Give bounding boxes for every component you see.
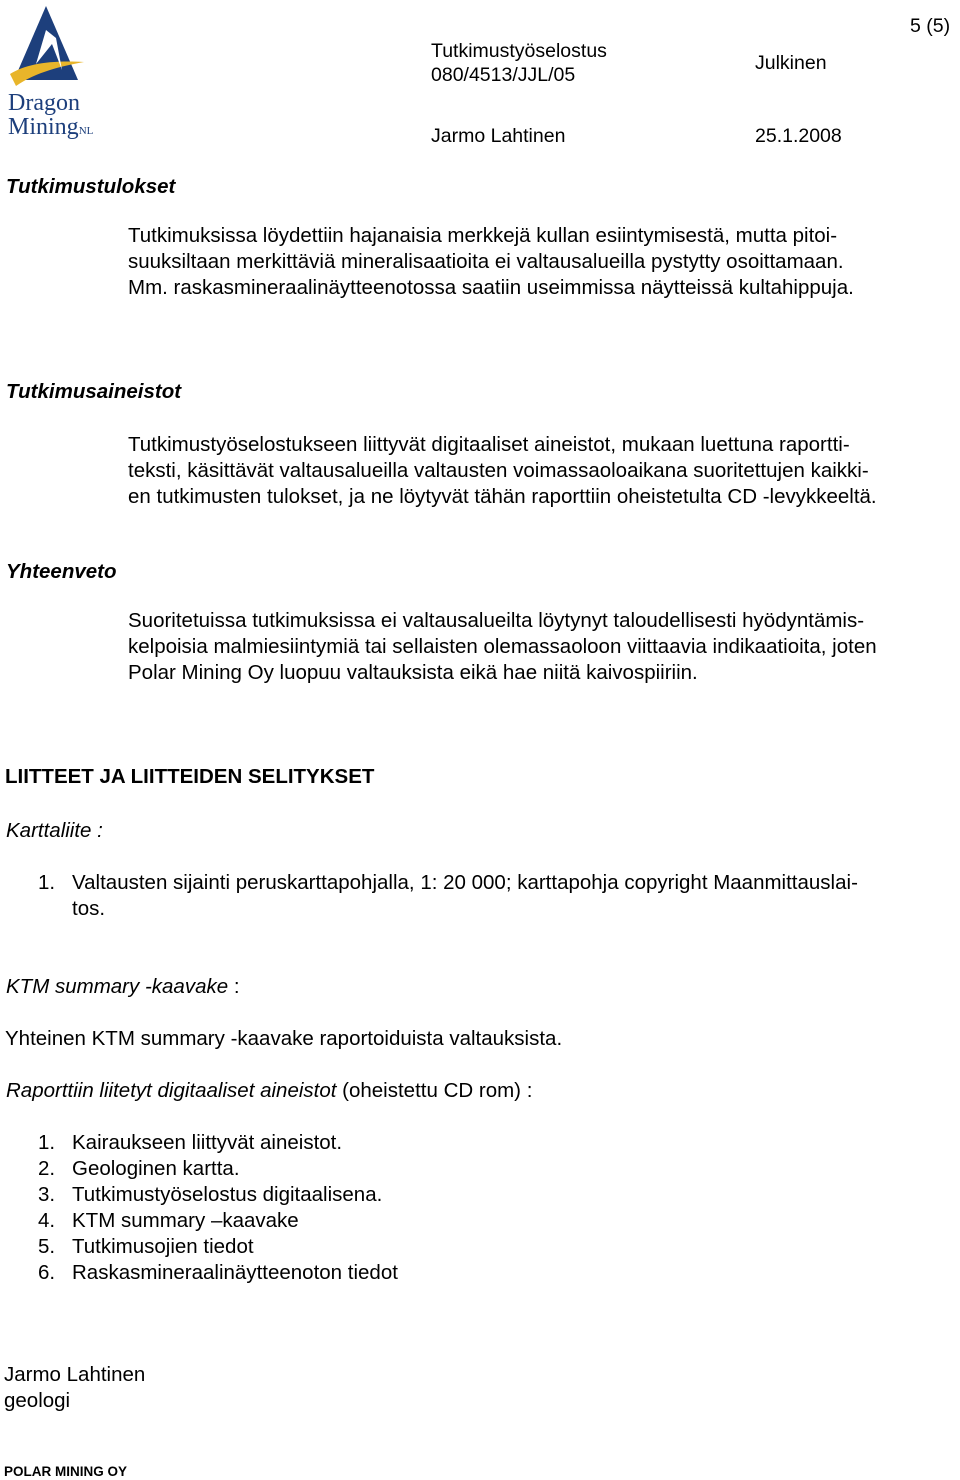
doc-id: 080/4513/JJL/05 [431, 64, 576, 86]
signature-name: Jarmo Lahtinen [4, 1363, 146, 1386]
header-date: 25.1.2008 [755, 125, 842, 147]
paragraph-line: suuksiltaan merkittäviä mineralisaatioita ei valtausalueilla pystytty osoittamaan. [128, 250, 844, 273]
list-item: 2. Geologinen kartta. [38, 1157, 240, 1180]
section-body-summary [128, 608, 960, 686]
paragraph-line: teksti, käsittävät valtausalueilla valtausten voimassaoloaikana suoritettujen kaikki- [128, 459, 869, 482]
appendices-heading: LIITTEET JA LIITTEIDEN SELITYKSET [5, 765, 375, 788]
paragraph-line: en tutkimusten tulokset, ja ne löytyvät tähän raporttiin oheistetulta CD -levykkeeltä. [128, 485, 877, 508]
section-body-results [128, 223, 960, 301]
list-item: 5. Tutkimusojien tiedot [38, 1235, 254, 1258]
doc-type: Tutkimustyöselostus [431, 40, 607, 62]
paragraph-line: Tutkimuksissa löydettiin hajanaisia merkkejä kullan esiintymisestä, mutta pitoi- [128, 224, 838, 247]
paragraph-line: kelpoisia malmiesiintymiä tai sellaisten olemassaoloon viittaavia indikaatioita, joten [128, 635, 877, 658]
section-heading-materials: Tutkimusaineistot [6, 380, 182, 403]
list-item [38, 870, 858, 922]
digital-materials-list [38, 1130, 398, 1286]
page-number: 5 (5) [910, 15, 951, 37]
map-appendix-list [38, 870, 858, 922]
section-body-materials [128, 432, 960, 510]
doc-classification: Julkinen [755, 52, 827, 74]
logo-word-mining: MiningNL [8, 114, 94, 140]
signature-title: geologi [4, 1389, 71, 1412]
list-item: 6. Raskasmineraalinäytteenoton tiedot [38, 1261, 398, 1284]
list-item: 4. KTM summary –kaavake [38, 1209, 299, 1232]
list-item: 3. Tutkimustyöselostus digitaalisena. [38, 1183, 383, 1206]
dragon-mining-emblem-icon [6, 4, 86, 94]
logo-suffix: NL [78, 125, 94, 137]
paragraph-line: Mm. raskasmineraalinäytteenotossa saatiin useimmissa näytteissä kultahippuja. [128, 276, 854, 299]
paragraph-line: Tutkimustyöselostukseen liittyvät digitaaliset aineistot, mukaan luettuna raportti- [128, 433, 850, 456]
section-heading-results: Tutkimustulokset [6, 175, 176, 198]
list-item-text: Valtausten sijainti peruskarttapohjalla, 1: 20 000; karttapohja copyright Maanmittauslai- tos. [72, 871, 858, 920]
logo-word-dragon: Dragon [8, 90, 80, 116]
list-item-number: 1. [38, 871, 56, 894]
list-item: 1. Kairaukseen liittyvät aineistot. [38, 1131, 343, 1154]
header-author: Jarmo Lahtinen [431, 125, 566, 147]
section-heading-summary: Yhteenveto [6, 560, 117, 583]
company-logo [2, 4, 106, 144]
map-appendix-label: Karttaliite : [6, 819, 103, 842]
paragraph-line: Suoritetuissa tutkimuksissa ei valtausalueilta löytynyt taloudellisesti hyödyntämis- [128, 609, 865, 632]
ktm-description: Yhteinen KTM summary -kaavake raportoiduista valtauksista. [5, 1027, 563, 1050]
paragraph-line: Polar Mining Oy luopuu valtauksista eikä hae niitä kaivospiiriin. [128, 661, 698, 684]
footer-company: POLAR MINING OY [4, 1464, 128, 1479]
digital-materials-label: Raporttiin liitetyt digitaaliset aineistot (oheistettu CD rom) : [6, 1079, 533, 1102]
ktm-label: KTM summary -kaavake : [6, 975, 240, 998]
